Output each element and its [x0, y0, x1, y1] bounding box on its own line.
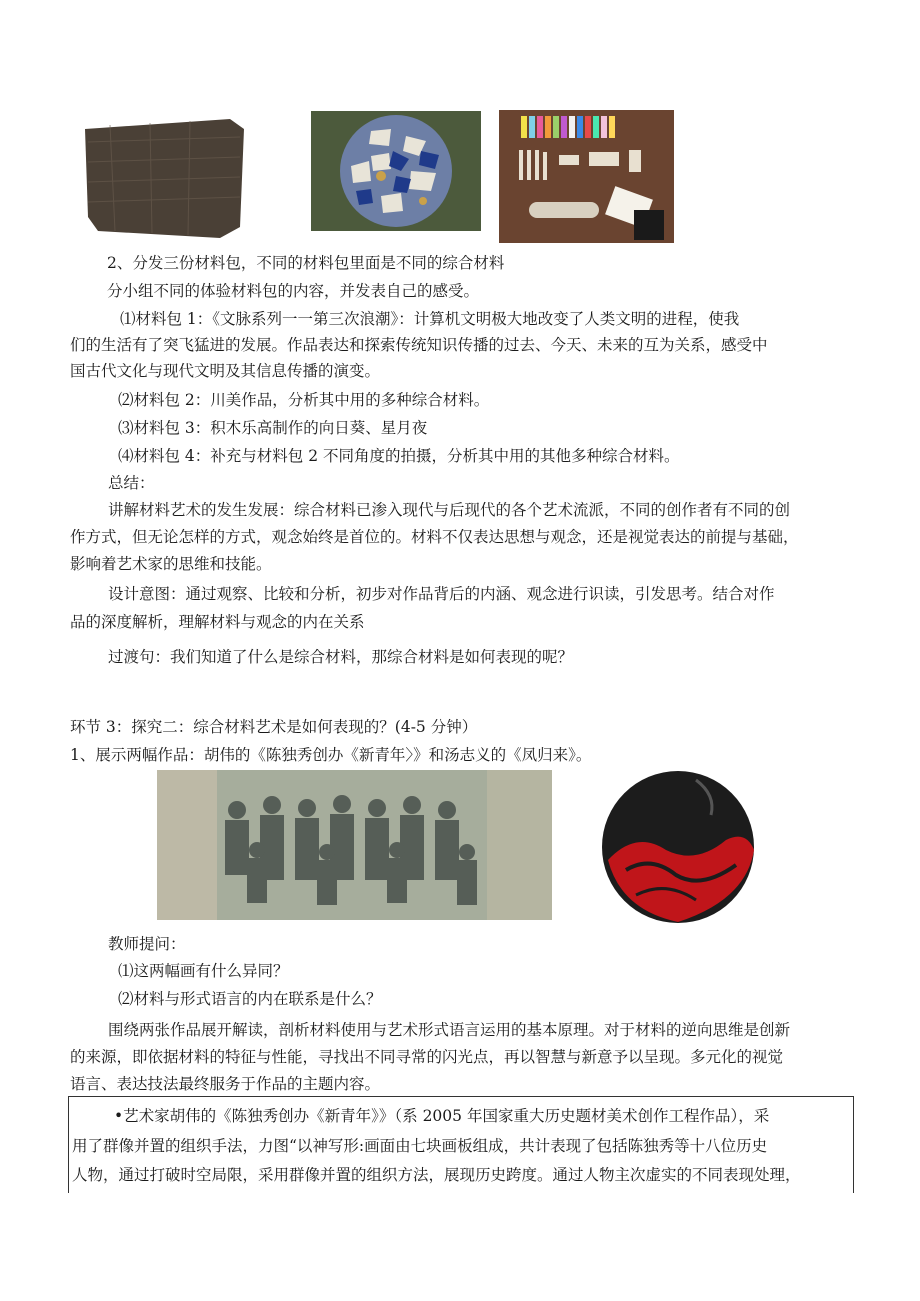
pack4-text: ⑷材料包 4：补充与材料包 2 不同角度的拍摄，分析其中用的其他多种综合材料。	[118, 447, 680, 465]
boxed-line1: •艺术家胡伟的《陈独秀创办《新青年》》（系 2005 年国家重大历史题材美术创作工程作品），采	[114, 1107, 770, 1125]
pack2-text: ⑵材料包 2：川美作品，分析其中用的多种综合材料。	[118, 391, 490, 409]
question-1: ⑴这两幅画有什么异同？	[118, 962, 289, 980]
transition-sentence: 过渡句：我们知道了什么是综合材料，那综合材料是如何表现的呢？	[108, 648, 574, 666]
summary-line1: 讲解材料艺术的发生发展：综合材料已渗入现代与后现代的各个艺术流派，不同的创作者有不同的创	[108, 501, 791, 519]
art-supplies-image	[499, 110, 674, 243]
summary-line2: 作方式，但无论怎样的方式，观念始终是首位的。材料不仅表达思想与观念，还是视觉表达的前提与基础，	[70, 528, 799, 546]
mosaic-plate-image	[311, 111, 481, 231]
summary-label: 总结：	[108, 474, 155, 492]
summary-line3: 影响着艺术家的思维和技能。	[70, 555, 272, 573]
section3-step1: 1、展示两幅作品：胡伟的《陈独秀创办《新青年〉》和汤志义的《凤归来》。	[70, 746, 592, 764]
chen-duxiu-painting	[157, 770, 552, 920]
design-intent-line2: 品的深度解析，理解材料与观念的内在关系	[70, 613, 365, 631]
feng-gui-lai-painting	[596, 770, 761, 925]
art-supplies-photo	[499, 110, 674, 243]
teacher-question-label: 教师提问：	[108, 935, 186, 953]
pack1-line2: 们的生活有了突飞猛进的发展。作品表达和探索传统知识传播的过去、今天、未来的互为关系，感受中	[70, 336, 768, 354]
question-2: ⑵材料与形式语言的内在联系是什么？	[118, 990, 382, 1008]
analysis-line2: 的来源，即依据材料的特征与性能，寻找出不同寻常的闪光点，再以智慧与新意予以呈现。多元化的视觉	[70, 1048, 784, 1066]
boxed-line3: 人物，通过打破时空局限，采用群像并置的组织方法，展现历史跨度。通过人物主次虚实的不同表现处理，	[72, 1166, 801, 1184]
pack3-text: ⑶材料包 3：积木乐高制作的向日葵、星月夜	[118, 419, 428, 437]
pack1-line3: 国古代文化与现代文明及其信息传播的演变。	[70, 362, 381, 380]
analysis-line1: 围绕两张作品展开解读，剖析材料使用与艺术形式语言运用的基本原理。对于材料的逆向思维是创新	[108, 1021, 791, 1039]
group-task-text: 分小组不同的体验材料包的内容，并发表自己的感受。	[107, 282, 480, 300]
burlap-cloth-image	[70, 107, 273, 243]
pack1-line1: ⑴材料包 1：《文脉系列一一第三次浪潮》：计算机文明极大地改变了人类文明的进程，使我	[120, 310, 740, 328]
boxed-line2: 用了群像并置的组织手法，力图“以神写形:画面由七块画板组成，共计表现了包括陈独秀等十八位历史	[72, 1137, 768, 1155]
group-portrait-image	[157, 770, 552, 920]
circle-artwork-image	[596, 770, 761, 925]
burlap-cloth-photo	[70, 107, 273, 243]
step2-text: 2、分发三份材料包，不同的材料包里面是不同的综合材料	[107, 254, 505, 272]
section3-heading: 环节 3：探究二：综合材料艺术是如何表现的？(4-5 分钟）	[70, 718, 478, 736]
analysis-line3: 语言、表达技法最终服务于作品的主题内容。	[70, 1075, 381, 1093]
design-intent-line1: 设计意图：通过观察、比较和分析，初步对作品背后的内涵、观念进行识读，引发思考。结合对作	[108, 585, 775, 603]
mosaic-plate-photo	[311, 111, 481, 231]
